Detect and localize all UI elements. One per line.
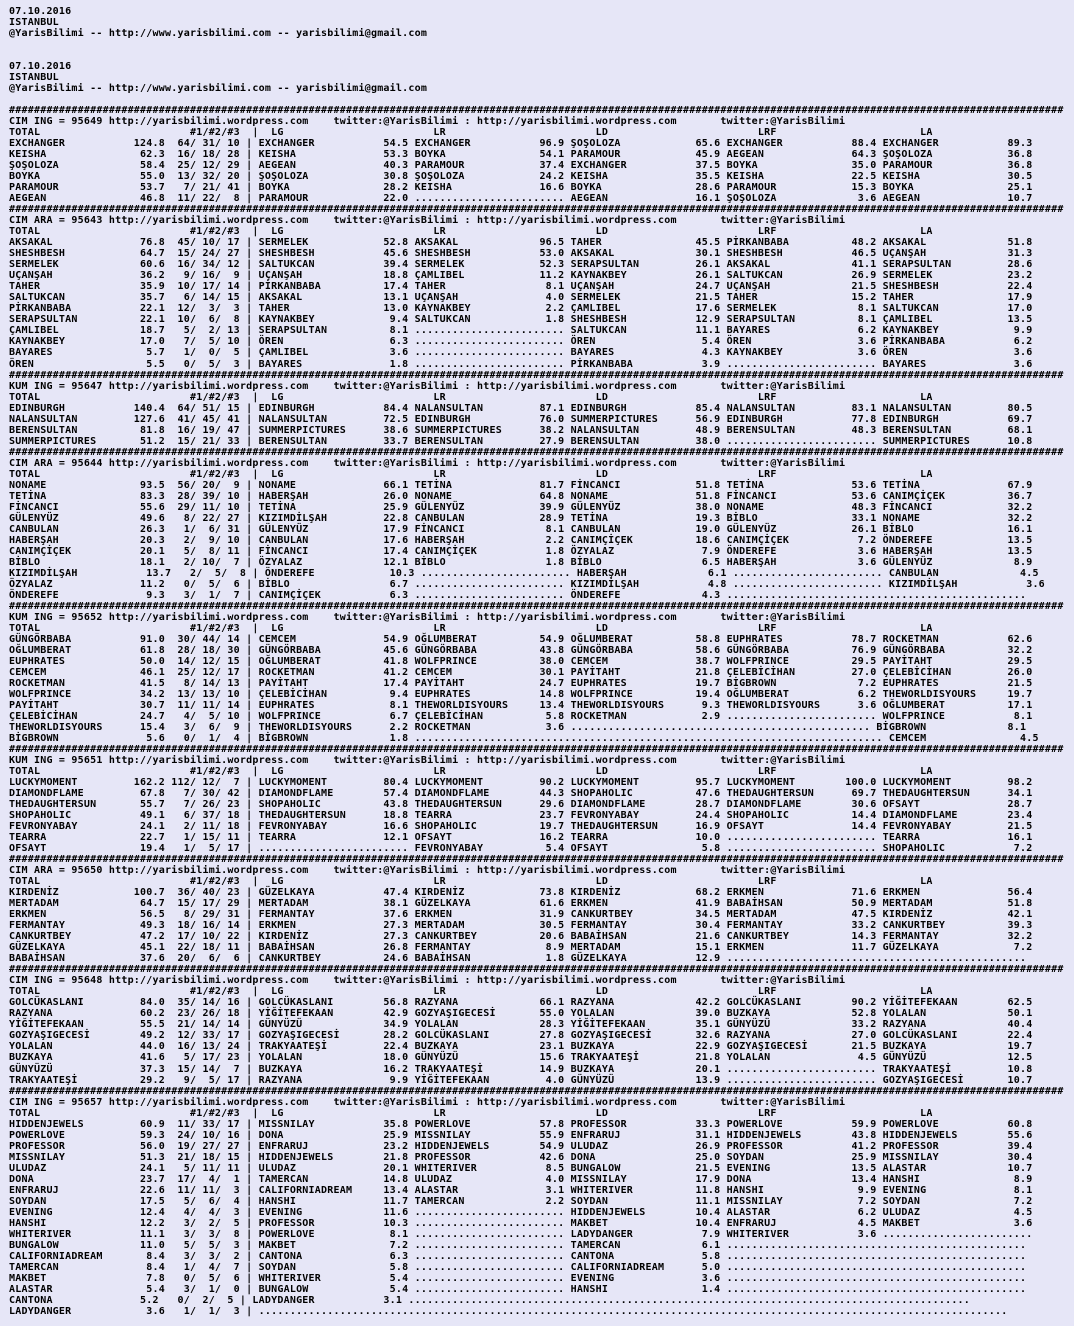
text-line: BOYKA 55.0 13/ 32/ 20 | ŞOŞOLOZA 30.8 ŞOŞOLOZA 24.2 KEISHA 35.5 KEISHA 22.5 KEISHA 30.5: [9, 171, 1033, 183]
text-line: THEWORLDISYOURS 15.4 3/ 6/ 9 | THEWORLDISYOURS 2.2 ROCKETMAN 3.6 ................................................ BİGBROWN 8.1: [9, 722, 1027, 734]
text-line: GOZYAŞIGECESİ 49.2 12/ 33/ 17 | GOZYAŞIGECESİ 28.2 GOLCÜKASLANI 27.8 GOZYAŞIGECESİ 32.6 RAZYANA 27.0 GOLCÜKASLANI 22.4: [9, 1030, 1033, 1042]
text-line: MAKBET 7.8 0/ 5/ 6 | WHITERIVER 5.4 ........................ EVENING 3.6 ................................................: [9, 1272, 1027, 1284]
text-line: TOTAL #1/#2/#3 | LG LR LD LRF LA: [9, 391, 933, 403]
text-line: SERAPSULTAN 22.1 10/ 6/ 8 | KAYNAKBEY 9.4 SALTUKCAN 1.8 SHESHBESH 12.9 SERAPSULTAN 8.1 ÇAMLIBEL 13.5: [9, 314, 1033, 326]
text-line: SHESHBESH 64.7 15/ 24/ 27 | SHESHBESH 45.6 SHESHBESH 53.0 AKSAKAL 30.1 SHESHBESH 46.5 UÇANŞAH 31.3: [9, 248, 1033, 260]
text-line: EXCHANGER 124.8 64/ 31/ 10 | EXCHANGER 54.5 EXCHANGER 96.9 ŞOŞOLOZA 65.6 EXCHANGER 88.4 EXCHANGER 89.3: [9, 138, 1033, 150]
text-line: EDINBURGH 140.4 64/ 51/ 15 | EDINBURGH 84.4 NALANSULTAN 87.1 EDINBURGH 85.4 NALANSULTAN 83.1 NALANSULTAN 80.5: [9, 402, 1033, 414]
text-line: TETİNA 83.3 28/ 39/ 10 | HABERŞAH 26.0 NONAME 64.8 NONAME 51.8 FİNCANCI 53.6 CANIMÇİÇEK 36.7: [9, 490, 1033, 502]
text-line: ROCKETMAN 41.5 8/ 14/ 13 | PAYİTAHT 17.4 PAYİTAHT 24.7 EUPHRATES 19.7 BİGBROWN 7.2 EUPHRATES 21.5: [9, 677, 1033, 689]
text-line: #########################################################################################################################################################################: [9, 854, 1064, 866]
text-line: CANIMÇİÇEK 20.1 5/ 8/ 11 | FİNCANCI 17.4 CANIMÇİÇEK 1.8 ÖZYALAZ 7.9 ÖNDEREFE 3.6 HABERŞAH 13.5: [9, 545, 1033, 557]
text-line: TOTAL #1/#2/#3 | LG LR LD LRF LA: [9, 226, 933, 238]
text-line: RAZYANA 60.2 23/ 26/ 18 | YİĞİTEFEKAAN 42.9 GOZYAŞIGECESİ 55.0 YOLALAN 39.0 BUZKAYA 52.8 YOLALAN 50.1: [9, 1008, 1033, 1020]
text-line: GÜZELKAYA 45.1 22/ 18/ 11 | BABAİHSAN 26.8 FERMANTAY 8.9 MERTADAM 15.1 ERKMEN 11.7 GÜZELKAYA 7.2: [9, 942, 1033, 954]
text-line: GÜNGÖRBABA 91.0 30/ 44/ 14 | CEMCEM 54.9 OĞLUMBERAT 54.9 OĞLUMBERAT 58.8 EUPHRATES 78.7 ROCKETMAN 62.6: [9, 633, 1033, 645]
text-line: MERTADAM 64.7 15/ 17/ 29 | MERTADAM 38.1 GÜZELKAYA 61.6 ERKMEN 41.9 BABAİHSAN 50.9 MERTADAM 51.8: [9, 898, 1033, 910]
text-line: OĞLUMBERAT 61.8 28/ 18/ 30 | GÜNGÖRBABA 45.6 GÜNGÖRBABA 43.8 GÜNGÖRBABA 58.6 GÜNGÖRBABA 76.9 GÜNGÖRBABA 32.2: [9, 644, 1033, 656]
text-line: CIM ARA = 95643 http://yarisbilimi.wordpress.com twitter:@YarisBilimi : http://yarisbilimi.wordpress.com twitter:@YarisBilimi: [9, 215, 846, 227]
text-line: CIM ING = 95649 http://yarisbilimi.wordpress.com twitter:@YarisBilimi : http://yarisbilimi.wordpress.com twitter:@YarisBilimi: [9, 116, 846, 128]
text-line: HANSHI 12.2 3/ 2/ 5 | PROFESSOR 10.3 ........................ MAKBET 10.4 ENFRARUJ 4.5 MAKBET 3.6: [9, 1217, 1033, 1229]
text-line: SUMMERPICTURES 51.2 15/ 21/ 33 | BERENSULTAN 33.7 BERENSULTAN 27.9 BERENSULTAN 38.0 ........................ SUMMERPICTURES 10.8: [9, 435, 1033, 447]
text-line: 07.10.2016: [9, 6, 72, 17]
text-line: ALASTAR 5.4 3/ 1/ 0 | BUNGALOW 5.4 ........................ HANSHI 1.4 ................................................: [9, 1283, 1027, 1295]
text-line: SOYDAN 17.5 5/ 6/ 4 | HANSHI 11.7 TAMERCAN 2.2 SOYDAN 11.1 MISSNILAY 7.2 SOYDAN 7.2: [9, 1195, 1033, 1207]
text-line: BUNGALOW 11.0 5/ 5/ 3 | MAKBET 7.2 ........................ TAMERCAN 6.1 ................................................: [9, 1239, 1027, 1251]
text-line: SERMELEK 60.6 16/ 34/ 12 | SALTUKCAN 39.4 SERMELEK 52.3 SERAPSULTAN 26.1 AKSAKAL 41.1 SERAPSULTAN 28.6: [9, 259, 1033, 271]
text-line: GÜNYÜZÜ 37.3 15/ 14/ 7 | BUZKAYA 16.2 TRAKYAATEŞİ 14.9 BUZKAYA 20.1 ........................ TRAKYAATEŞİ 10.8: [9, 1063, 1033, 1075]
text-line: CANTONA 5.2 0/ 2/ 5 | LADYDANGER 3.1 ..........................................................................................: [9, 1294, 971, 1306]
text-line: ÇAMLIBEL 18.7 5/ 2/ 13 | SERAPSULTAN 8.1 ........................ SALTUKCAN 11.1 BAYARES 6.2 KAYNAKBEY 9.9: [9, 325, 1033, 337]
text-line: WOLFPRINCE 34.2 13/ 13/ 10 | ÇELEBİCİHAN 9.4 EUPHRATES 14.8 WOLFPRINCE 19.4 OĞLUMBERAT 6.2 THEWORLDISYOURS 19.7: [9, 688, 1033, 700]
text-line: CIM ARA = 95650 http://yarisbilimi.wordpress.com twitter:@YarisBilimi : http://yarisbilimi.wordpress.com twitter:@YarisBilimi: [9, 865, 846, 877]
text-line: MISSNILAY 51.3 21/ 18/ 15 | HIDDENJEWELS 21.8 PROFESSOR 42.6 DONA 25.0 SOYDAN 25.9 MISSNILAY 30.4: [9, 1151, 1033, 1163]
text-line: TOTAL #1/#2/#3 | LG LR LD LRF LA: [9, 127, 933, 139]
text-line: AEGEAN 46.8 11/ 22/ 8 | PARAMOUR 22.0 ........................ AEGEAN 16.1 ŞOŞOLOZA 3.6 AEGEAN 10.7: [9, 193, 1033, 205]
text-line: CANKURTBEY 47.2 17/ 10/ 22 | KIRDENİZ 27.3 CANKURTBEY 20.6 BABAİHSAN 21.6 CANKURTBEY 14.3 FERMANTAY 32.2: [9, 931, 1033, 943]
text-line: ISTANBUL: [9, 72, 59, 84]
text-line: BAYARES 5.7 1/ 0/ 5 | ÇAMLIBEL 3.6 ........................ BAYARES 4.3 KAYNAKBEY 3.6 ÖREN 3.6: [9, 347, 1033, 359]
text-line: KIZIMDİLŞAH 13.7 2/ 5/ 8 | ÖNDEREFE 10.3 ........................ HABERŞAH 6.1 ........................ CANBULAN 4.5: [9, 567, 1039, 579]
text-line: TEARRA 22.7 1/ 15/ 11 | TEARRA 12.1 OFSAYT 16.2 TEARRA 10.0 ........................ TEARRA 16.1: [9, 832, 1033, 844]
text-line: #########################################################################################################################################################################: [9, 1085, 1064, 1097]
text-line: THEDAUGHTERSUN 55.7 7/ 26/ 23 | SHOPAHOLIC 43.8 THEDAUGHTERSUN 29.6 DIAMONDFLAME 28.7 DIAMONDFLAME 30.6 OFSAYT 28.7: [9, 799, 1033, 811]
text-line: ÖZYALAZ 11.2 0/ 5/ 6 | BİBLO 6.7 ........................ KIZIMDİLŞAH 4.8 ........................ KIZIMDİLŞAH 3.6: [9, 578, 1045, 590]
text-line: BERENSULTAN 81.8 16/ 19/ 47 | SUMMERPICTURES 38.6 SUMMERPICTURES 38.2 NALANSULTAN 48.9 BERENSULTAN 48.3 BERENSULTAN 68.1: [9, 424, 1033, 436]
text-line: #########################################################################################################################################################################: [9, 446, 1064, 458]
text-line: ÇELEBİCİHAN 24.7 4/ 5/ 10 | WOLFPRINCE 6.7 ÇELEBİCİHAN 5.8 ROCKETMAN 2.9 ........................ WOLFPRINCE 8.1: [9, 711, 1033, 722]
text-line: LUCKYMOMENT 162.2 112/ 12/ 7 | LUCKYMOMENT 80.4 LUCKYMOMENT 90.2 LUCKYMOMENT 95.7 LUCKYMOMENT 100.0 LUCKYMOMENT 98.2: [9, 777, 1033, 789]
text-line: FİNCANCI 55.6 29/ 11/ 10 | TETİNA 25.9 GÜLENYÜZ 39.9 GÜLENYÜZ 38.0 NONAME 48.3 FİNCANCI 32.2: [9, 501, 1033, 513]
text-line: PROFESSOR 56.0 19/ 27/ 27 | ENFRARUJ 23.2 HIDDENJEWELS 54.9 ULUDAZ 26.9 PROFESSOR 41.2 PROFESSOR 39.4: [9, 1140, 1033, 1152]
text-line: 07.10.2016: [9, 61, 72, 73]
text-line: HABERŞAH 20.3 2/ 9/ 10 | CANBULAN 17.6 HABERŞAH 2.2 CANIMÇİÇEK 18.6 CANIMÇİÇEK 7.2 ÖNDEREFE 13.5: [9, 534, 1033, 546]
text-line: BİGBROWN 5.6 0/ 1/ 4 | BİGBROWN 1.8 ........................................................................... CEMCEM 4.5: [9, 733, 1039, 745]
text-line: PARAMOUR 53.7 7/ 21/ 41 | BOYKA 28.2 KEISHA 16.6 BOYKA 28.6 PARAMOUR 15.3 BOYKA 25.1: [9, 182, 1033, 194]
text-line: KUM ING = 95647 http://yarisbilimi.wordpress.com twitter:@YarisBilimi : http://yarisbilimi.wordpress.com twitter:@YarisBilimi: [9, 380, 846, 392]
text-line: EUPHRATES 50.0 14/ 12/ 15 | OĞLUMBERAT 41.8 WOLFPRINCE 38.0 CEMCEM 38.7 WOLFPRINCE 29.5 PAYİTAHT 29.5: [9, 655, 1033, 667]
text-line: HIDDENJEWELS 60.9 11/ 33/ 17 | MISSNILAY 35.8 POWERLOVE 57.8 PROFESSOR 33.3 POWERLOVE 59.9 POWERLOVE 60.8: [9, 1118, 1033, 1130]
text-line: #########################################################################################################################################################################: [9, 105, 1064, 117]
text-line: NONAME 93.5 56/ 20/ 9 | NONAME 66.1 TETİNA 81.7 FİNCANCI 51.8 TETİNA 53.6 TETİNA 67.9: [9, 479, 1033, 491]
text-line: FEVRONYABAY 24.1 2/ 11/ 18 | FEVRONYABAY 16.6 SHOPAHOLIC 19.7 THEDAUGHTERSUN 16.9 OFSAYT 14.4 FEVRONYABAY 21.5: [9, 821, 1033, 833]
text-line: KUM ING = 95652 http://yarisbilimi.wordpress.com twitter:@YarisBilimi : http://yarisbilimi.wordpress.com twitter:@YarisBilimi: [9, 611, 846, 623]
text-line: TOTAL #1/#2/#3 | LG LR LD LRF LA: [9, 468, 933, 480]
text-line: EVENING 12.4 4/ 4/ 3 | EVENING 11.6 ........................ HIDDENJEWELS 10.4 ALASTAR 6.2 ULUDAZ 4.5: [9, 1206, 1033, 1218]
text-line: BABAİHSAN 37.6 20/ 6/ 6 | CANKURTBEY 24.6 BABAİHSAN 1.8 GÜZELKAYA 12.9 ................................................: [9, 953, 1027, 965]
text-line: BİBLO 18.1 2/ 10/ 7 | ÖZYALAZ 12.1 BİBLO 1.8 BİBLO 6.5 HABERŞAH 3.6 GÜLENYÜZ 8.9: [9, 556, 1033, 568]
text-line: CEMCEM 46.1 25/ 12/ 17 | ROCKETMAN 41.2 CEMCEM 30.1 PAYİTAHT 21.8 ÇELEBİCİHAN 27.0 ÇELEBİCİHAN 26.0: [9, 666, 1033, 678]
text-line: TRAKYAATEŞİ 29.2 9/ 5/ 17 | RAZYANA 9.9 YİĞİTEFEKAAN 4.0 GÜNYÜZÜ 13.9 ........................ GOZYAŞIGECESİ 10.7: [9, 1074, 1033, 1086]
text-line: DONA 23.7 17/ 4/ 1 | TAMERCAN 14.8 ULUDAZ 4.0 MISSNILAY 17.9 DONA 13.4 HANSHI 8.9: [9, 1173, 1033, 1185]
text-line: FERMANTAY 49.3 18/ 16/ 14 | ERKMEN 27.3 MERTADAM 30.5 FERMANTAY 30.4 FERMANTAY 33.2 CANKURTBEY 39.3: [9, 920, 1033, 932]
text-line: SHOPAHOLIC 49.1 6/ 37/ 18 | THEDAUGHTERSUN 18.8 TEARRA 23.7 FEVRONYABAY 24.4 SHOPAHOLIC 14.4 DIAMONDFLAME 23.4: [9, 810, 1033, 822]
text-line: #########################################################################################################################################################################: [9, 600, 1064, 612]
text-line: ENFRARUJ 22.6 11/ 11/ 3 | CALIFORNIADREAM 13.4 ALASTAR 3.1 WHITERIVER 11.8 HANSHI 9.9 EVENING 8.1: [9, 1184, 1033, 1196]
text-line: ÖNDEREFE 9.3 3/ 1/ 7 | CANIMÇİÇEK 6.3 ........................ ÖNDEREFE 4.3 ................................................: [9, 589, 1027, 601]
text-line: TAMERCAN 8.4 1/ 4/ 7 | SOYDAN 5.8 ........................ CALIFORNIADREAM 5.0 ................................................: [9, 1261, 1027, 1273]
text-line: TOTAL #1/#2/#3 | LG LR LD LRF LA: [9, 986, 933, 998]
text-line: AKSAKAL 76.8 45/ 10/ 17 | SERMELEK 52.8 AKSAKAL 96.5 TAHER 45.5 PİRKANBABA 48.2 AKSAKAL 51.8: [9, 237, 1033, 249]
text-line: ULUDAZ 24.1 5/ 11/ 11 | ULUDAZ 20.1 WHITERIVER 8.5 BUNGALOW 21.5 EVENING 13.5 ALASTAR 10.7: [9, 1162, 1033, 1174]
text-line: CIM ING = 95657 http://yarisbilimi.wordpress.com twitter:@YarisBilimi : http://yarisbilimi.wordpress.com twitter:@YarisBilimi: [9, 1096, 846, 1108]
text-line: SALTUKCAN 35.7 6/ 14/ 15 | AKSAKAL 13.1 UÇANŞAH 4.0 SERMELEK 21.5 TAHER 15.2 TAHER 17.9: [9, 292, 1033, 304]
text-line: TOTAL #1/#2/#3 | LG LR LD LRF LA: [9, 1107, 933, 1119]
text-line: TOTAL #1/#2/#3 | LG LR LD LRF LA: [9, 622, 933, 634]
text-line: PİRKANBABA 22.1 12/ 3/ 3 | TAHER 13.0 KAYNAKBEY 2.2 ÇAMLIBEL 17.6 SERMELEK 8.1 SALTUKCAN 17.0: [9, 303, 1033, 315]
text-line: ŞOŞOLOZA 58.4 25/ 12/ 29 | AEGEAN 40.3 PARAMOUR 37.4 EXCHANGER 37.5 BOYKA 35.0 PARAMOUR 36.8: [9, 160, 1033, 172]
text-line: YOLALAN 44.0 16/ 13/ 24 | TRAKYAATEŞİ 22.4 BUZKAYA 23.1 BUZKAYA 22.9 GOZYAŞIGECESİ 21.5 BUZKAYA 19.7: [9, 1041, 1033, 1053]
text-line: KAYNAKBEY 17.0 7/ 5/ 10 | ÖREN 6.3 ........................ ÖREN 5.4 ÖREN 3.6 PİRKANBABA 6.2: [9, 336, 1033, 348]
text-line: NALANSULTAN 127.6 41/ 45/ 41 | NALANSULTAN 72.5 EDINBURGH 76.0 SUMMERPICTURES 56.9 EDINBURGH 77.8 EDINBURGH 69.7: [9, 413, 1033, 425]
text-line: #########################################################################################################################################################################: [9, 744, 1064, 756]
text-line: GOLCÜKASLANI 84.0 35/ 14/ 16 | GOLCÜKASLANI 56.8 RAZYANA 66.1 RAZYANA 42.2 GOLCÜKASLANI 90.2 YİĞİTEFEKAAN 62.5: [9, 997, 1033, 1009]
text-line: UÇANŞAH 36.2 9/ 16/ 9 | UÇANŞAH 18.8 ÇAMLIBEL 11.2 KAYNAKBEY 26.1 SALTUKCAN 26.9 SERMELEK 23.2: [9, 270, 1033, 282]
text-line: KEISHA 62.3 16/ 18/ 28 | KEISHA 53.3 BOYKA 54.1 PARAMOUR 45.9 AEGEAN 64.3 ŞOŞOLOZA 36.8: [9, 149, 1033, 161]
text-line: DIAMONDFLAME 67.8 7/ 30/ 42 | DIAMONDFLAME 57.4 DIAMONDFLAME 44.3 SHOPAHOLIC 47.6 THEDAUGHTERSUN 69.7 THEDAUGHTERSUN 34.1: [9, 788, 1033, 800]
text-line: KIRDENİZ 100.7 36/ 40/ 23 | GÜZELKAYA 47.4 KIRDENİZ 73.8 KIRDENİZ 68.2 ERKMEN 71.6 ERKMEN 56.4: [9, 887, 1033, 899]
text-line: #########################################################################################################################################################################: [9, 369, 1064, 381]
text-line: TAHER 35.9 10/ 17/ 14 | PİRKANBABA 17.4 TAHER 8.1 UÇANŞAH 24.7 UÇANŞAH 21.5 SHESHBESH 22.4: [9, 281, 1033, 293]
text-line: YİĞİTEFEKAAN 55.5 21/ 14/ 14 | GÜNYÜZÜ 34.9 YOLALAN 28.3 YİĞİTEFEKAAN 35.1 GÜNYÜZÜ 33.2 RAZYANA 40.4: [9, 1019, 1033, 1031]
text-line: CALIFORNIADREAM 8.4 3/ 3/ 2 | CANTONA 6.3 ........................ CANTONA 5.8 ................................................: [9, 1250, 1027, 1262]
text-line: TOTAL #1/#2/#3 | LG LR LD LRF LA: [9, 876, 933, 888]
text-line: CIM ING = 95648 http://yarisbilimi.wordpress.com twitter:@YarisBilimi : http://yarisbilimi.wordpress.com twitter:@YarisBilimi: [9, 975, 846, 987]
text-line: ÖREN 5.5 0/ 5/ 3 | BAYARES 1.8 ........................ PİRKANBABA 3.9 ........................ BAYARES 3.6: [9, 358, 1033, 370]
text-line: POWERLOVE 59.3 24/ 10/ 16 | DONA 25.9 MISSNILAY 55.9 ENFRARUJ 31.1 HIDDENJEWELS 43.8 HIDDENJEWELS 55.6: [9, 1129, 1033, 1141]
text-line: LADYDANGER 3.6 1/ 1/ 3 | ........................................................................................................................: [9, 1305, 1008, 1317]
text-line: OFSAYT 19.4 1/ 5/ 17 | ........................ FEVRONYABAY 5.4 OFSAYT 5.8 ........................ SHOPAHOLIC 7.2: [9, 843, 1033, 855]
text-line: CIM ARA = 95644 http://yarisbilimi.wordpress.com twitter:@YarisBilimi : http://yarisbilimi.wordpress.com twitter:@YarisBilimi: [9, 457, 846, 469]
text-line: #########################################################################################################################################################################: [9, 204, 1064, 216]
text-line: @YarisBilimi -- http://www.yarisbilimi.com -- yarisbilimi@gmail.com: [9, 28, 428, 40]
text-line: TOTAL #1/#2/#3 | LG LR LD LRF LA: [9, 766, 933, 778]
text-line: #########################################################################################################################################################################: [9, 964, 1064, 976]
text-line: CANBULAN 26.3 1/ 6/ 31 | GÜLENYÜZ 17.9 FİNCANCI 8.1 CANBULAN 19.0 GÜLENYÜZ 26.1 BİBLO 16.1: [9, 523, 1033, 535]
text-line: @YarisBilimi -- http://www.yarisbilimi.com -- yarisbilimi@gmail.com: [9, 83, 428, 95]
text-line: GÜLENYÜZ 49.6 8/ 22/ 27 | KIZIMDİLŞAH 22.8 CANBULAN 28.9 TETİNA 19.3 BİBLO 33.1 NONAME 32.2: [9, 512, 1033, 524]
text-line: ISTANBUL: [9, 17, 59, 29]
text-line: WHITERIVER 11.1 3/ 3/ 8 | POWERLOVE 8.1 ........................ LADYDANGER 7.9 WHITERIVER 3.6 ........................: [9, 1228, 1033, 1240]
text-line: KUM ING = 95651 http://yarisbilimi.wordpress.com twitter:@YarisBilimi : http://yarisbilimi.wordpress.com twitter:@YarisBilimi: [9, 755, 846, 767]
text-line: BUZKAYA 41.6 5/ 17/ 23 | YOLALAN 18.0 GÜNYÜZÜ 15.6 TRAKYAATEŞİ 21.8 YOLALAN 4.5 GÜNYÜZÜ 12.5: [9, 1052, 1033, 1064]
text-line: PAYİTAHT 30.7 11/ 11/ 14 | EUPHRATES 8.1 THEWORLDISYOURS 13.4 THEWORLDISYOURS 9.3 THEWORLDISYOURS 3.6 OĞLUMBERAT 17.1: [9, 699, 1033, 711]
text-line: ERKMEN 56.5 8/ 29/ 31 | FERMANTAY 37.6 ERKMEN 31.9 CANKURTBEY 34.5 MERTADAM 47.5 KIRDENİZ 42.1: [9, 909, 1033, 921]
